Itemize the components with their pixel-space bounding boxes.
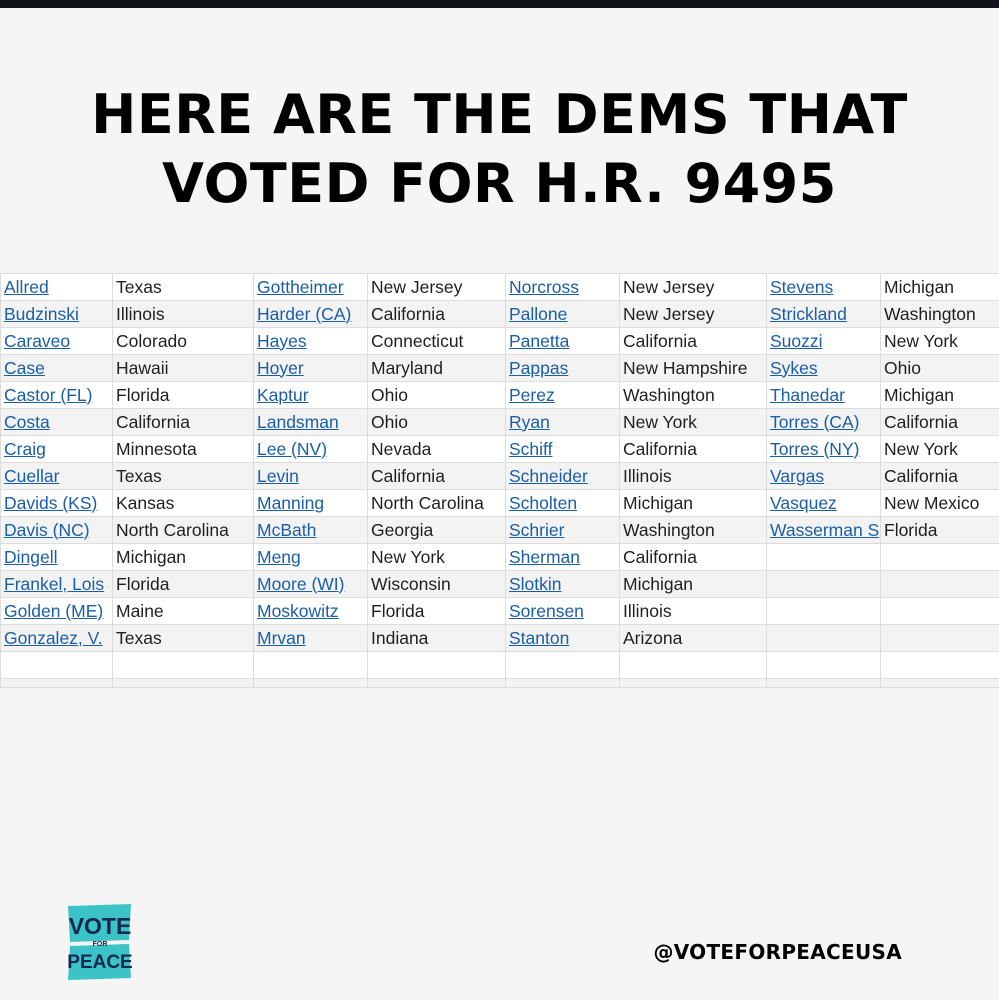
headline-line-1: HERE ARE THE DEMS THAT xyxy=(91,83,908,146)
state-cell: Wisconsin xyxy=(368,571,506,598)
table-row xyxy=(1,355,999,382)
state-cell: Ohio xyxy=(881,355,999,382)
state-cell: California xyxy=(620,544,767,571)
state-cell: Connecticut xyxy=(368,328,506,355)
representative-name-cell[interactable]: Gonzalez, V. xyxy=(1,625,113,652)
logo-word-vote: VOTE xyxy=(68,913,132,939)
state-cell: Florida xyxy=(881,517,999,544)
state-cell: California xyxy=(881,463,999,490)
table-row xyxy=(1,544,999,571)
state-cell: Florida xyxy=(113,382,254,409)
representative-name-cell[interactable]: Frankel, Lois xyxy=(1,571,113,598)
state-cell: California xyxy=(113,409,254,436)
state-cell: Colorado xyxy=(113,328,254,355)
representative-name-cell[interactable]: Craig xyxy=(1,436,113,463)
table-row xyxy=(1,328,999,355)
state-cell: Maine xyxy=(113,598,254,625)
state-cell: California xyxy=(881,409,999,436)
state-cell: New Hampshire xyxy=(620,355,767,382)
representative-name-cell[interactable]: Sorensen xyxy=(506,598,620,625)
empty-cell xyxy=(620,679,767,688)
representative-name-cell[interactable]: Perez xyxy=(506,382,620,409)
state-cell: New York xyxy=(881,436,999,463)
empty-cell xyxy=(368,679,506,688)
representative-name-cell[interactable]: Lee (NV) xyxy=(254,436,368,463)
representative-name-cell[interactable]: Budzinski xyxy=(1,301,113,328)
representative-name-cell[interactable]: Caraveo xyxy=(1,328,113,355)
representative-name-cell xyxy=(767,652,881,679)
state-cell xyxy=(620,652,767,679)
state-cell xyxy=(881,571,999,598)
table-row xyxy=(1,274,999,301)
state-cell: Michigan xyxy=(620,490,767,517)
representative-name-cell[interactable]: Case xyxy=(1,355,113,382)
table-row xyxy=(1,490,999,517)
table-row xyxy=(1,652,999,679)
representative-name-cell[interactable]: Moskowitz xyxy=(254,598,368,625)
representative-name-cell[interactable]: Strickland xyxy=(767,301,881,328)
state-cell: Nevada xyxy=(368,436,506,463)
representative-name-cell[interactable]: Vasquez xyxy=(767,490,881,517)
representative-name-cell[interactable]: Thanedar xyxy=(767,382,881,409)
representative-name-cell[interactable]: Moore (WI) xyxy=(254,571,368,598)
top-bar xyxy=(0,0,999,8)
state-cell xyxy=(881,544,999,571)
representative-name-cell[interactable]: Meng xyxy=(254,544,368,571)
state-cell xyxy=(881,652,999,679)
empty-cell xyxy=(1,679,113,688)
representative-name-cell[interactable]: Allred xyxy=(1,274,113,301)
table-row xyxy=(1,571,999,598)
representative-name-cell[interactable]: McBath xyxy=(254,517,368,544)
representative-name-cell xyxy=(506,652,620,679)
representative-name-cell[interactable]: Norcross xyxy=(506,274,620,301)
representative-name-cell[interactable]: Wasserman S xyxy=(767,517,881,544)
representative-name-cell[interactable]: Stevens xyxy=(767,274,881,301)
representative-name-cell[interactable]: Harder (CA) xyxy=(254,301,368,328)
state-cell xyxy=(881,625,999,652)
empty-cell xyxy=(881,679,999,688)
table-row-spacer xyxy=(1,679,999,688)
empty-cell xyxy=(254,679,368,688)
state-cell: Georgia xyxy=(368,517,506,544)
table-row xyxy=(1,382,999,409)
social-handle: @VOTEFORPEACEUSA xyxy=(653,940,902,964)
table-row xyxy=(1,517,999,544)
representative-name-cell[interactable]: Levin xyxy=(254,463,368,490)
state-cell: California xyxy=(620,328,767,355)
state-cell: Illinois xyxy=(113,301,254,328)
table-row xyxy=(1,463,999,490)
representative-name-cell[interactable]: Pallone xyxy=(506,301,620,328)
representative-name-cell[interactable]: Schrier xyxy=(506,517,620,544)
representative-name-cell[interactable]: Suozzi xyxy=(767,328,881,355)
state-cell: Ohio xyxy=(368,382,506,409)
table-row xyxy=(1,598,999,625)
representative-name-cell[interactable]: Kaptur xyxy=(254,382,368,409)
representative-name-cell[interactable]: Torres (CA) xyxy=(767,409,881,436)
state-cell: Texas xyxy=(113,274,254,301)
headline xyxy=(0,80,999,218)
representative-name-cell[interactable]: Costa xyxy=(1,409,113,436)
state-cell: Illinois xyxy=(620,463,767,490)
state-cell: Indiana xyxy=(368,625,506,652)
representative-name-cell xyxy=(767,625,881,652)
state-cell: New York xyxy=(620,409,767,436)
state-cell xyxy=(368,652,506,679)
representative-name-cell[interactable]: Castor (FL) xyxy=(1,382,113,409)
representative-name-cell[interactable]: Davids (KS) xyxy=(1,490,113,517)
table-row xyxy=(1,301,999,328)
state-cell xyxy=(113,652,254,679)
state-cell xyxy=(881,598,999,625)
state-cell: Michigan xyxy=(881,274,999,301)
table-row xyxy=(1,625,999,652)
representative-name-cell xyxy=(1,652,113,679)
representative-name-cell[interactable]: Sherman xyxy=(506,544,620,571)
representative-name-cell xyxy=(767,571,881,598)
representative-name-cell[interactable]: Sykes xyxy=(767,355,881,382)
state-cell: New York xyxy=(881,328,999,355)
state-cell: New Jersey xyxy=(620,301,767,328)
state-cell: Illinois xyxy=(620,598,767,625)
state-cell: New Mexico xyxy=(881,490,999,517)
representative-name-cell[interactable]: Schneider xyxy=(506,463,620,490)
representative-name-cell[interactable]: Golden (ME) xyxy=(1,598,113,625)
representative-name-cell[interactable]: Slotkin xyxy=(506,571,620,598)
representative-name-cell[interactable]: Hayes xyxy=(254,328,368,355)
state-cell: Washington xyxy=(620,517,767,544)
representative-name-cell[interactable]: Manning xyxy=(254,490,368,517)
empty-cell xyxy=(113,679,254,688)
representative-name-cell[interactable]: Landsman xyxy=(254,409,368,436)
representative-name-cell[interactable]: Vargas xyxy=(767,463,881,490)
empty-cell xyxy=(767,679,881,688)
state-cell: New York xyxy=(368,544,506,571)
logo-word-for: FOR xyxy=(92,941,108,948)
representative-name-cell[interactable]: Panetta xyxy=(506,328,620,355)
state-cell: Ohio xyxy=(368,409,506,436)
state-cell: North Carolina xyxy=(113,517,254,544)
representative-name-cell[interactable]: Ryan xyxy=(506,409,620,436)
representative-name-cell[interactable]: Schiff xyxy=(506,436,620,463)
state-cell: Arizona xyxy=(620,625,767,652)
representative-name-cell[interactable]: Gottheimer xyxy=(254,274,368,301)
representatives-spreadsheet xyxy=(0,273,999,688)
representative-name-cell xyxy=(767,544,881,571)
state-cell: Michigan xyxy=(113,544,254,571)
state-cell: Texas xyxy=(113,625,254,652)
state-cell: Florida xyxy=(368,598,506,625)
state-cell: California xyxy=(368,301,506,328)
representative-name-cell[interactable]: Davis (NC) xyxy=(1,517,113,544)
state-cell: California xyxy=(620,436,767,463)
representative-name-cell[interactable]: Pappas xyxy=(506,355,620,382)
representative-name-cell[interactable]: Stanton xyxy=(506,625,620,652)
representative-name-cell[interactable]: Cuellar xyxy=(1,463,113,490)
representative-name-cell[interactable]: Hoyer xyxy=(254,355,368,382)
empty-cell xyxy=(506,679,620,688)
logo-word-peace: PEACE xyxy=(67,952,133,973)
table-row xyxy=(1,409,999,436)
state-cell: New Jersey xyxy=(620,274,767,301)
table-row xyxy=(1,436,999,463)
state-cell: Washington xyxy=(881,301,999,328)
representative-name-cell xyxy=(767,598,881,625)
state-cell: Michigan xyxy=(881,382,999,409)
state-cell: Florida xyxy=(113,571,254,598)
state-cell: Maryland xyxy=(368,355,506,382)
state-cell: California xyxy=(368,463,506,490)
vote-for-peace-logo xyxy=(67,904,133,980)
headline-line-2: VOTED FOR H.R. 9495 xyxy=(162,152,837,215)
representative-name-cell[interactable]: Dingell xyxy=(1,544,113,571)
state-cell: Kansas xyxy=(113,490,254,517)
representative-name-cell[interactable]: Scholten xyxy=(506,490,620,517)
state-cell: North Carolina xyxy=(368,490,506,517)
state-cell: New Jersey xyxy=(368,274,506,301)
state-cell: Hawaii xyxy=(113,355,254,382)
representative-name-cell xyxy=(254,652,368,679)
state-cell: Michigan xyxy=(620,571,767,598)
representative-name-cell[interactable]: Mrvan xyxy=(254,625,368,652)
state-cell: Washington xyxy=(620,382,767,409)
state-cell: Minnesota xyxy=(113,436,254,463)
representative-name-cell[interactable]: Torres (NY) xyxy=(767,436,881,463)
state-cell: Texas xyxy=(113,463,254,490)
